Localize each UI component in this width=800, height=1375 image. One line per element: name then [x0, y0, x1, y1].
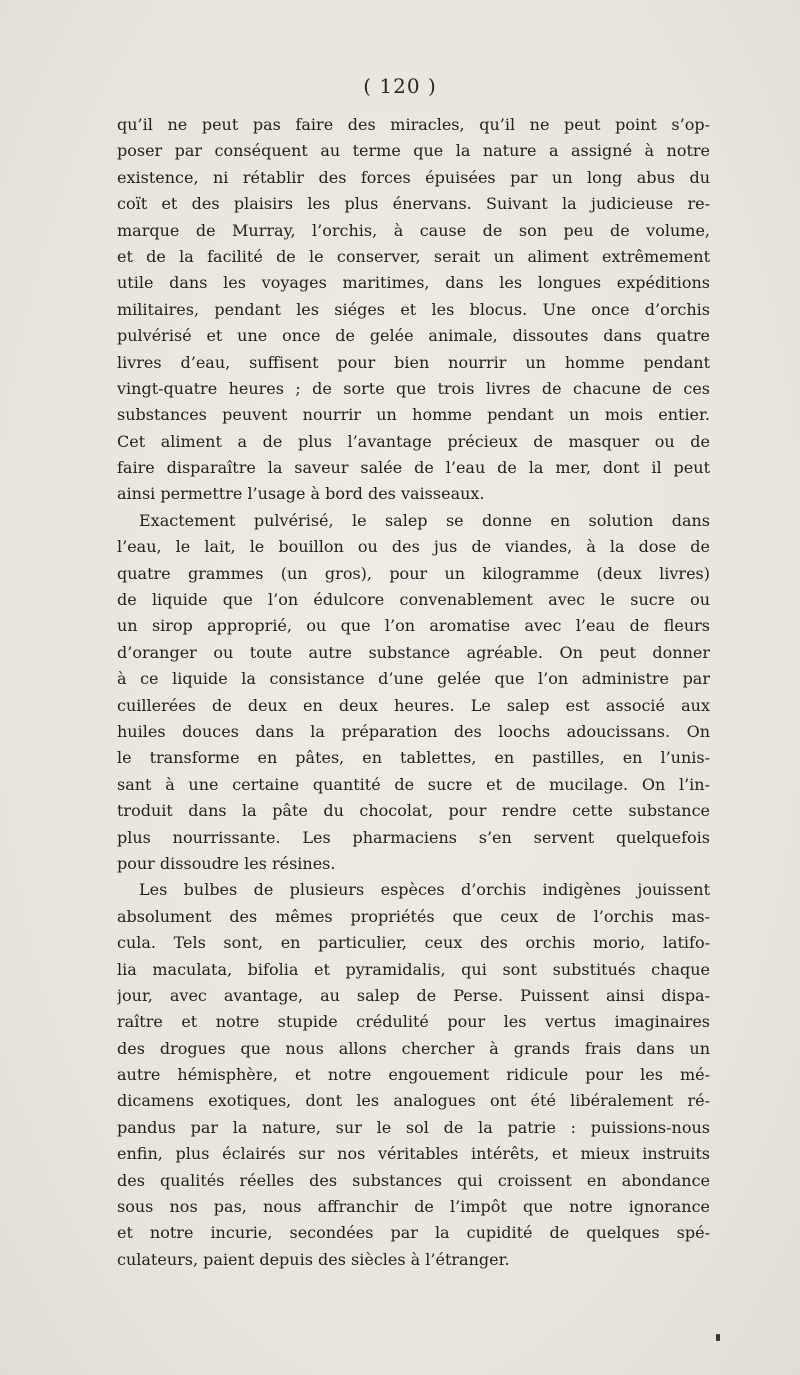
- text-line: substances peuvent nourrir un homme pendant un mois entier.: [117, 405, 710, 425]
- text-line: huiles douces dans la préparation des loochs adoucissans. On: [117, 721, 710, 741]
- text-line: autre hémisphère, et notre engouement ridicule pour les mé-: [117, 1065, 710, 1085]
- text-line: de liquide que l’on édulcore convenablement avec le sucre ou: [117, 590, 710, 610]
- text-line: pour dissoudre les résines.: [117, 853, 336, 873]
- text-line: culateurs, paient depuis des siècles à l’étranger.: [117, 1249, 510, 1269]
- text-line: un sirop approprié, ou que l’on aromatise avec l’eau de fleurs: [117, 616, 710, 636]
- text-line: sant à une certaine quantité de sucre et de mucilage. On l’in-: [117, 774, 710, 794]
- ink-speck: [716, 1334, 720, 1341]
- page-number: ( 120 ): [363, 74, 437, 98]
- text-line: existence, ni rétablir des forces épuisées par un long abus du: [117, 167, 710, 187]
- text-line: raître et notre stupide crédulité pour les vertus imaginaires: [117, 1012, 710, 1032]
- text-line: Les bulbes de plusieurs espèces d’orchis indigènes jouissent: [139, 880, 710, 900]
- body-text: [117, 112, 710, 1273]
- text-line: ainsi permettre l’usage à bord des vaisseaux.: [117, 484, 485, 504]
- text-line: coït et des plaisirs les plus énervans. Suivant la judicieuse re-: [117, 194, 710, 214]
- text-line: le transforme en pâtes, en tablettes, en pastilles, en l’unis-: [117, 748, 710, 768]
- text-line: Cet aliment a de plus l’avantage précieux de masquer ou de: [117, 431, 710, 451]
- text-line: jour, avec avantage, au salep de Perse. Puissent ainsi dispa-: [117, 985, 710, 1005]
- text-line: Exactement pulvérisé, le salep se donne en solution dans: [139, 510, 710, 530]
- text-line: pulvérisé et une once de gelée animale, dissoutes dans quatre: [117, 326, 710, 346]
- text-line: et notre incurie, secondées par la cupidité de quelques spé-: [117, 1223, 710, 1243]
- text-line: qu’il ne peut pas faire des miracles, qu’il ne peut point s’op-: [117, 115, 710, 134]
- text-line: d’oranger ou toute autre substance agréable. On peut donner: [117, 642, 710, 662]
- text-line: des drogues que nous allons chercher à grands frais dans un: [117, 1038, 710, 1058]
- text-line: plus nourrissante. Les pharmaciens s’en servent quelquefois: [117, 827, 710, 847]
- text-line: vingt-quatre heures ; de sorte que trois livres de chacune de ces: [117, 378, 710, 398]
- text-line: l’eau, le lait, le bouillon ou des jus de viandes, à la dose de: [117, 537, 710, 557]
- text-line: quatre grammes (un gros), pour un kilogramme (deux livres): [117, 563, 710, 583]
- text-line: absolument des mêmes propriétés que ceux de l’orchis mas-: [117, 906, 710, 926]
- text-line: dicamens exotiques, dont les analogues ont été libéralement ré-: [117, 1091, 710, 1111]
- text-line: poser par conséquent au terme que la nature a assigné à notre: [117, 141, 710, 161]
- text-line: cula. Tels sont, en particulier, ceux des orchis morio, latifo-: [117, 933, 710, 953]
- text-line: sous nos pas, nous affranchir de l’impôt que notre ignorance: [117, 1197, 710, 1217]
- text-line: militaires, pendant les siéges et les blocus. Une once d’orchis: [117, 299, 710, 319]
- text-line: pandus par la nature, sur le sol de la patrie : puissions-nous: [117, 1117, 710, 1137]
- text-line: enfin, plus éclairés sur nos véritables intérêts, et mieux instruits: [117, 1144, 710, 1164]
- text-line: faire disparaître la saveur salée de l’eau de la mer, dont il peut: [117, 458, 710, 478]
- text-line: marque de Murray, l’orchis, à cause de son peu de volume,: [117, 220, 710, 240]
- text-line: lia maculata, bifolia et pyramidalis, qui sont substitués chaque: [117, 959, 710, 979]
- text-line: à ce liquide la consistance d’une gelée que l’on administre par: [117, 669, 710, 689]
- text-line: livres d’eau, suffisent pour bien nourrir un homme pendant: [117, 352, 710, 372]
- text-line: utile dans les voyages maritimes, dans les longues expéditions: [117, 273, 710, 293]
- text-line: et de la facilité de le conserver, serait un aliment extrêmement: [117, 246, 710, 266]
- text-line: des qualités réelles des substances qui croissent en abondance: [117, 1170, 710, 1190]
- text-line: cuillerées de deux en deux heures. Le salep est associé aux: [117, 695, 710, 715]
- text-line: troduit dans la pâte du chocolat, pour rendre cette substance: [117, 801, 710, 821]
